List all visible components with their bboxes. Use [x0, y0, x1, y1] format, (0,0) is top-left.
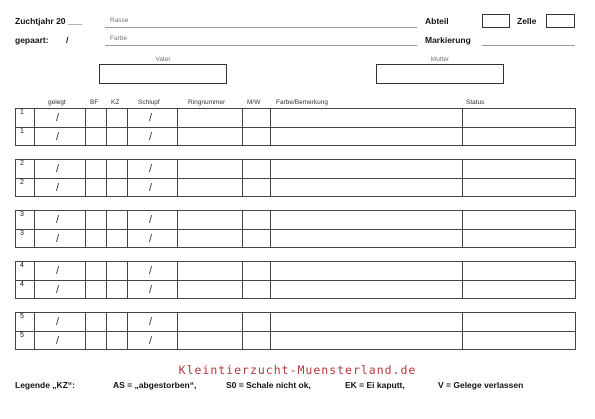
- rasse-label: Rasse: [110, 17, 129, 24]
- schlupf-slash: /: [149, 284, 153, 296]
- row-number: 4: [20, 281, 24, 288]
- row-number: 3: [20, 230, 24, 237]
- row-number: 5: [20, 332, 24, 339]
- rasse-field[interactable]: [105, 27, 417, 28]
- col-header-gelegt: gelegt: [48, 99, 66, 106]
- schlupf-slash: /: [149, 163, 153, 175]
- schlupf-slash: /: [149, 214, 153, 226]
- vater-label: Vater: [155, 56, 171, 63]
- abteil-label: Abteil: [425, 16, 449, 26]
- gelegt-slash: /: [56, 265, 60, 277]
- col-header-schlupf: Schlupf: [138, 99, 160, 106]
- schlupf-slash: /: [149, 265, 153, 277]
- col-header-ringnummer: Ringnummer: [188, 99, 226, 106]
- col-header-kz: KZ: [111, 99, 120, 106]
- col-header-bf: BF: [90, 99, 99, 106]
- egg-group-1: [15, 108, 576, 146]
- gelegt-slash: /: [56, 163, 60, 175]
- gepaart-label: gepaart:: [15, 35, 49, 45]
- schlupf-slash: /: [149, 131, 153, 143]
- abteil-box[interactable]: [482, 14, 510, 28]
- legend-title: Legende „KZ“:: [15, 380, 75, 390]
- col-header-status: Status: [466, 99, 485, 106]
- row-number: 5: [20, 313, 24, 320]
- egg-group-5: [15, 312, 576, 350]
- gelegt-slash: /: [56, 182, 60, 194]
- legend-as: AS = „abgestorben“,: [113, 380, 197, 390]
- gelegt-slash: /: [56, 214, 60, 226]
- markierung-label: Markierung: [425, 35, 471, 45]
- farbe-label: Farbe: [110, 35, 127, 42]
- row-number: 2: [20, 160, 24, 167]
- gelegt-slash: /: [56, 233, 60, 245]
- gelegt-slash: /: [56, 335, 60, 347]
- col-header-mw: M/W: [247, 99, 261, 106]
- schlupf-slash: /: [149, 182, 153, 194]
- zuchtjahr-label: Zuchtjahr 20 ___: [15, 16, 83, 26]
- gepaart-slash: /: [66, 35, 69, 45]
- row-number: 4: [20, 262, 24, 269]
- row-number: 2: [20, 179, 24, 186]
- schlupf-slash: /: [149, 233, 153, 245]
- egg-group-4: [15, 261, 576, 299]
- mutter-box[interactable]: [376, 64, 504, 84]
- egg-group-3: [15, 210, 576, 248]
- row-number: 1: [20, 109, 24, 116]
- website-footer: Kleintierzucht-Muensterland.de: [178, 363, 417, 377]
- zelle-label: Zelle: [517, 16, 537, 26]
- schlupf-slash: /: [149, 316, 153, 328]
- markierung-field[interactable]: [482, 45, 575, 46]
- row-number: 3: [20, 211, 24, 218]
- mutter-label: Mutter: [430, 56, 450, 63]
- vater-box[interactable]: [99, 64, 227, 84]
- schlupf-slash: /: [149, 335, 153, 347]
- legend-v: V = Gelege verlassen: [438, 380, 524, 390]
- legend-so: S0 = Schale nicht ok,: [226, 380, 311, 390]
- gelegt-slash: /: [56, 284, 60, 296]
- gelegt-slash: /: [56, 316, 60, 328]
- legend-ek: EK = Ei kaputt,: [345, 380, 405, 390]
- gelegt-slash: /: [56, 131, 60, 143]
- col-header-farbe-bemerkung: Farbe/Bemerkung: [276, 99, 329, 106]
- row-number: 1: [20, 128, 24, 135]
- zelle-box[interactable]: [546, 14, 575, 28]
- egg-group-2: [15, 159, 576, 197]
- gelegt-slash: /: [56, 112, 60, 124]
- schlupf-slash: /: [149, 112, 153, 124]
- farbe-field[interactable]: [105, 45, 417, 46]
